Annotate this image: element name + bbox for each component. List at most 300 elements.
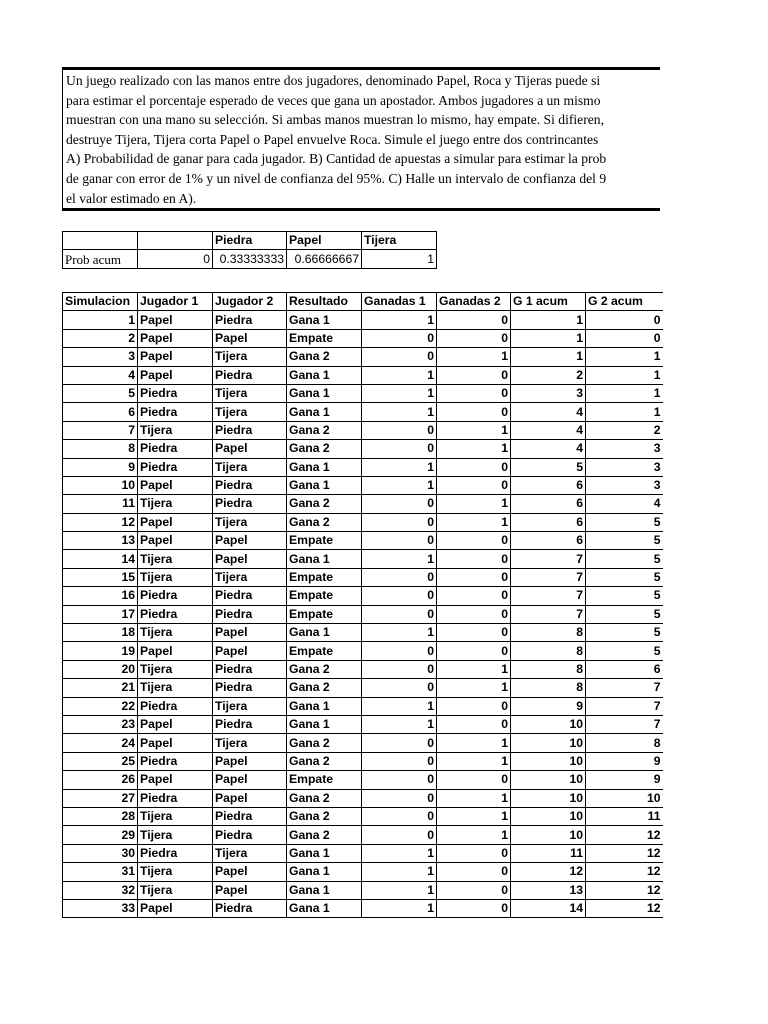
cell-g2-acum[interactable]: 12 [586,826,663,844]
cell-jugador-2[interactable]: Tijera [213,403,287,421]
cell-simulacion[interactable]: 7 [63,421,138,439]
cell-ganadas-1[interactable]: 1 [362,366,437,384]
cell-ganadas-2[interactable]: 0 [437,881,511,899]
cell-g1-acum[interactable]: 10 [511,734,586,752]
header-g1-acum[interactable]: G 1 acum [511,293,586,311]
cell-g1-acum[interactable]: 6 [511,532,586,550]
cell-g1-acum[interactable]: 8 [511,624,586,642]
cell-ganadas-2[interactable]: 0 [437,587,511,605]
cell-resultado[interactable]: Gana 2 [287,513,362,531]
header-jugador-1[interactable]: Jugador 1 [138,293,213,311]
cell-ganadas-1[interactable]: 0 [362,587,437,605]
cell-g1-acum[interactable]: 10 [511,715,586,733]
cell-ganadas-1[interactable]: 1 [362,715,437,733]
cell-ganadas-1[interactable]: 0 [362,605,437,623]
cell-g1-acum[interactable]: 1 [511,348,586,366]
cell-resultado[interactable]: Gana 1 [287,311,362,329]
cell-jugador-1[interactable]: Tijera [138,660,213,678]
cell-ganadas-1[interactable]: 0 [362,642,437,660]
cell-resultado[interactable]: Gana 1 [287,476,362,494]
cell-jugador-2[interactable]: Piedra [213,587,287,605]
cell-simulacion[interactable]: 1 [63,311,138,329]
cell-jugador-2[interactable]: Piedra [213,715,287,733]
cell-jugador-2[interactable]: Papel [213,642,287,660]
cell-ganadas-2[interactable]: 0 [437,550,511,568]
cell-ganadas-1[interactable]: 1 [362,458,437,476]
cell-resultado[interactable]: Gana 2 [287,348,362,366]
cell-simulacion[interactable]: 14 [63,550,138,568]
cell-ganadas-2[interactable]: 0 [437,532,511,550]
cell-simulacion[interactable]: 17 [63,605,138,623]
cell-g2-acum[interactable]: 5 [586,642,663,660]
cell-resultado[interactable]: Gana 1 [287,550,362,568]
table-row [63,440,663,458]
cell-ganadas-2[interactable]: 0 [437,403,511,421]
cell-g1-acum[interactable]: 10 [511,807,586,825]
cell-ganadas-1[interactable]: 0 [362,771,437,789]
cell-g2-acum[interactable]: 5 [586,532,663,550]
cell-resultado[interactable]: Empate [287,532,362,550]
cell-ganadas-1[interactable]: 1 [362,550,437,568]
cell-g2-acum[interactable]: 5 [586,513,663,531]
prob-value-cell[interactable]: 0.33333333 [213,250,287,268]
cell-simulacion[interactable]: 15 [63,568,138,586]
cell-g2-acum[interactable]: 9 [586,771,663,789]
cell-g1-acum[interactable]: 6 [511,495,586,513]
cell-jugador-1[interactable]: Papel [138,734,213,752]
cell-ganadas-1[interactable]: 0 [362,513,437,531]
cell-g2-acum[interactable]: 7 [586,697,663,715]
cell-jugador-1[interactable]: Tijera [138,495,213,513]
cell-simulacion[interactable]: 19 [63,642,138,660]
cell-jugador-1[interactable]: Piedra [138,440,213,458]
cell-jugador-1[interactable]: Piedra [138,458,213,476]
cell-g2-acum[interactable]: 12 [586,844,663,862]
cell-ganadas-2[interactable]: 0 [437,329,511,347]
cell-ganadas-2[interactable]: 0 [437,624,511,642]
cell-jugador-2[interactable]: Papel [213,532,287,550]
table-row [63,568,663,586]
cell-simulacion[interactable]: 3 [63,348,138,366]
cell-jugador-2[interactable]: Tijera [213,513,287,531]
problem-statement-box[interactable] [62,67,660,211]
cell-ganadas-1[interactable]: 1 [362,311,437,329]
cell-jugador-1[interactable]: Papel [138,513,213,531]
cell-g2-acum[interactable]: 5 [586,605,663,623]
cell-g1-acum[interactable]: 13 [511,881,586,899]
sim-header-row [63,293,663,311]
cell-g2-acum[interactable]: 11 [586,807,663,825]
cell-ganadas-2[interactable]: 0 [437,697,511,715]
cell-ganadas-2[interactable]: 0 [437,771,511,789]
cell-ganadas-1[interactable]: 0 [362,532,437,550]
cell-ganadas-1[interactable]: 1 [362,403,437,421]
cell-ganadas-2[interactable]: 1 [437,826,511,844]
cell-simulacion[interactable]: 27 [63,789,138,807]
cell-jugador-1[interactable]: Piedra [138,697,213,715]
table-row [63,715,663,733]
table-row [63,550,663,568]
cell-g1-acum[interactable]: 1 [511,329,586,347]
cell-ganadas-1[interactable]: 1 [362,863,437,881]
cell-jugador-1[interactable]: Papel [138,771,213,789]
cell-g2-acum[interactable]: 3 [586,458,663,476]
cell-simulacion[interactable]: 32 [63,881,138,899]
cell-g1-acum[interactable]: 8 [511,642,586,660]
cell-simulacion[interactable]: 26 [63,771,138,789]
cell-jugador-2[interactable]: Piedra [213,311,287,329]
cell-ganadas-2[interactable]: 0 [437,476,511,494]
cell-jugador-1[interactable]: Piedra [138,605,213,623]
cell-jugador-2[interactable]: Piedra [213,366,287,384]
cell-jugador-2[interactable]: Tijera [213,348,287,366]
cell-jugador-2[interactable]: Piedra [213,679,287,697]
cell-simulacion[interactable]: 4 [63,366,138,384]
cell-g1-acum[interactable]: 7 [511,550,586,568]
cell-g1-acum[interactable]: 10 [511,771,586,789]
table-row [63,458,663,476]
prob-value-cell[interactable]: 0 [138,250,213,268]
table-row [63,899,663,917]
cell-ganadas-1[interactable]: 0 [362,348,437,366]
prob-header-cell[interactable] [63,232,138,250]
cell-g2-acum[interactable]: 3 [586,476,663,494]
cell-g1-acum[interactable]: 4 [511,421,586,439]
cell-ganadas-1[interactable]: 0 [362,568,437,586]
cell-resultado[interactable]: Empate [287,771,362,789]
cell-resultado[interactable]: Gana 1 [287,715,362,733]
table-row [63,863,663,881]
header-simulacion[interactable]: Simulacion [63,293,138,311]
table-row [63,476,663,494]
cell-simulacion[interactable]: 28 [63,807,138,825]
cell-jugador-2[interactable]: Tijera [213,568,287,586]
cell-ganadas-1[interactable]: 0 [362,660,437,678]
cell-resultado[interactable]: Gana 1 [287,624,362,642]
cell-jugador-2[interactable]: Tijera [213,458,287,476]
cell-ganadas-2[interactable]: 1 [437,752,511,770]
cell-resultado[interactable]: Gana 2 [287,679,362,697]
cell-ganadas-1[interactable]: 0 [362,495,437,513]
cell-ganadas-2[interactable]: 1 [437,421,511,439]
cell-ganadas-2[interactable]: 1 [437,789,511,807]
cell-jugador-1[interactable]: Piedra [138,752,213,770]
header-resultado[interactable]: Resultado [287,293,362,311]
cell-jugador-1[interactable]: Tijera [138,863,213,881]
table-row [63,881,663,899]
cell-jugador-2[interactable]: Piedra [213,495,287,513]
cell-g1-acum[interactable]: 11 [511,844,586,862]
cell-jugador-2[interactable]: Piedra [213,476,287,494]
cell-simulacion[interactable]: 25 [63,752,138,770]
cell-g2-acum[interactable]: 5 [586,624,663,642]
cell-jugador-1[interactable]: Tijera [138,679,213,697]
cell-g2-acum[interactable]: 7 [586,715,663,733]
cell-g1-acum[interactable]: 12 [511,863,586,881]
cell-resultado[interactable]: Empate [287,605,362,623]
cell-resultado[interactable]: Gana 2 [287,826,362,844]
cell-g2-acum[interactable]: 10 [586,789,663,807]
cell-g2-acum[interactable]: 1 [586,403,663,421]
cell-g1-acum[interactable]: 7 [511,605,586,623]
problem-statement-line: A) Probabilidad de ganar para cada jugador. B) Cantidad de apuestas a simular para estimar la prob [66,151,607,167]
cell-g1-acum[interactable]: 1 [511,311,586,329]
cell-ganadas-1[interactable]: 1 [362,844,437,862]
cell-jugador-2[interactable]: Papel [213,863,287,881]
cell-g2-acum[interactable]: 0 [586,329,663,347]
prob-header-cell[interactable] [138,232,213,250]
cell-ganadas-2[interactable]: 1 [437,495,511,513]
cell-simulacion[interactable]: 20 [63,660,138,678]
cell-g2-acum[interactable]: 2 [586,421,663,439]
cell-simulacion[interactable]: 18 [63,624,138,642]
cell-simulacion[interactable]: 29 [63,826,138,844]
cell-jugador-1[interactable]: Papel [138,476,213,494]
cell-resultado[interactable]: Gana 1 [287,863,362,881]
cell-ganadas-1[interactable]: 1 [362,899,437,917]
prob-row-label[interactable]: Prob acum [63,250,138,268]
cell-g1-acum[interactable]: 7 [511,568,586,586]
cell-g2-acum[interactable]: 12 [586,881,663,899]
cell-g1-acum[interactable]: 8 [511,660,586,678]
header-ganadas-1[interactable]: Ganadas 1 [362,293,437,311]
cell-jugador-2[interactable]: Piedra [213,826,287,844]
cell-ganadas-1[interactable]: 0 [362,826,437,844]
cell-jugador-2[interactable]: Papel [213,624,287,642]
cell-jugador-1[interactable]: Papel [138,348,213,366]
cell-simulacion[interactable]: 5 [63,384,138,402]
cell-g2-acum[interactable]: 1 [586,348,663,366]
prob-value-cell[interactable]: 1 [362,250,437,268]
cell-jugador-1[interactable]: Papel [138,899,213,917]
cell-resultado[interactable]: Gana 2 [287,789,362,807]
cell-ganadas-1[interactable]: 1 [362,697,437,715]
prob-header-piedra[interactable]: Piedra [213,232,287,250]
cell-ganadas-2[interactable]: 1 [437,440,511,458]
cell-simulacion[interactable]: 33 [63,899,138,917]
cell-jugador-1[interactable]: Papel [138,715,213,733]
cell-g2-acum[interactable]: 9 [586,752,663,770]
cell-ganadas-2[interactable]: 0 [437,899,511,917]
cell-simulacion[interactable]: 11 [63,495,138,513]
cell-ganadas-1[interactable]: 0 [362,679,437,697]
cell-jugador-2[interactable]: Piedra [213,660,287,678]
cell-jugador-2[interactable]: Piedra [213,807,287,825]
cell-ganadas-1[interactable]: 1 [362,881,437,899]
cell-simulacion[interactable]: 21 [63,679,138,697]
cell-resultado[interactable]: Gana 2 [287,752,362,770]
cell-jugador-1[interactable]: Papel [138,311,213,329]
cell-jugador-2[interactable]: Papel [213,329,287,347]
cell-ganadas-1[interactable]: 0 [362,329,437,347]
cell-jugador-1[interactable]: Papel [138,532,213,550]
cell-jugador-1[interactable]: Papel [138,642,213,660]
cell-ganadas-2[interactable]: 0 [437,458,511,476]
cell-ganadas-1[interactable]: 1 [362,476,437,494]
cell-g2-acum[interactable]: 0 [586,311,663,329]
cell-jugador-2[interactable]: Papel [213,789,287,807]
cell-simulacion[interactable]: 2 [63,329,138,347]
cell-g1-acum[interactable]: 6 [511,513,586,531]
cell-jugador-1[interactable]: Papel [138,329,213,347]
cell-g1-acum[interactable]: 7 [511,587,586,605]
cell-simulacion[interactable]: 24 [63,734,138,752]
cell-jugador-2[interactable]: Tijera [213,384,287,402]
cell-ganadas-1[interactable]: 0 [362,752,437,770]
cell-resultado[interactable]: Gana 2 [287,807,362,825]
cell-jugador-1[interactable]: Tijera [138,550,213,568]
cell-jugador-2[interactable]: Papel [213,440,287,458]
table-row [63,605,663,623]
cell-jugador-2[interactable]: Papel [213,752,287,770]
cell-g1-acum[interactable]: 6 [511,476,586,494]
header-ganadas-2[interactable]: Ganadas 2 [437,293,511,311]
cell-ganadas-1[interactable]: 0 [362,789,437,807]
cell-resultado[interactable]: Gana 1 [287,881,362,899]
cell-jugador-1[interactable]: Tijera [138,807,213,825]
cell-resultado[interactable]: Empate [287,568,362,586]
header-jugador-2[interactable]: Jugador 2 [213,293,287,311]
cell-resultado[interactable]: Gana 2 [287,495,362,513]
cell-g1-acum[interactable]: 10 [511,789,586,807]
cell-ganadas-2[interactable]: 1 [437,348,511,366]
cell-simulacion[interactable]: 30 [63,844,138,862]
cell-ganadas-2[interactable]: 0 [437,844,511,862]
cell-jugador-2[interactable]: Papel [213,771,287,789]
cell-ganadas-2[interactable]: 0 [437,384,511,402]
cell-g2-acum[interactable]: 1 [586,366,663,384]
cell-g1-acum[interactable]: 5 [511,458,586,476]
cell-g1-acum[interactable]: 8 [511,679,586,697]
cell-jugador-1[interactable]: Tijera [138,881,213,899]
cell-ganadas-2[interactable]: 0 [437,366,511,384]
cell-simulacion[interactable]: 31 [63,863,138,881]
prob-header-tijera[interactable]: Tijera [362,232,437,250]
cell-jugador-2[interactable]: Tijera [213,844,287,862]
cell-simulacion[interactable]: 12 [63,513,138,531]
cell-g2-acum[interactable]: 12 [586,899,663,917]
cell-jugador-2[interactable]: Piedra [213,899,287,917]
cell-jugador-2[interactable]: Tijera [213,697,287,715]
cell-ganadas-1[interactable]: 0 [362,807,437,825]
cell-jugador-1[interactable]: Tijera [138,568,213,586]
cell-g1-acum[interactable]: 4 [511,403,586,421]
cell-jugador-2[interactable]: Piedra [213,605,287,623]
cell-jugador-1[interactable]: Tijera [138,826,213,844]
cell-simulacion[interactable]: 6 [63,403,138,421]
cell-simulacion[interactable]: 10 [63,476,138,494]
cell-g1-acum[interactable]: 10 [511,826,586,844]
cell-resultado[interactable]: Empate [287,642,362,660]
table-row [63,384,663,402]
cell-jugador-1[interactable]: Piedra [138,587,213,605]
cell-resultado[interactable]: Gana 2 [287,734,362,752]
cell-resultado[interactable]: Gana 1 [287,384,362,402]
cell-ganadas-2[interactable]: 1 [437,679,511,697]
cell-g1-acum[interactable]: 2 [511,366,586,384]
cell-simulacion[interactable]: 13 [63,532,138,550]
cell-g2-acum[interactable]: 3 [586,440,663,458]
cell-jugador-1[interactable]: Papel [138,366,213,384]
cell-ganadas-2[interactable]: 0 [437,642,511,660]
cell-resultado[interactable]: Gana 2 [287,440,362,458]
cell-ganadas-2[interactable]: 0 [437,605,511,623]
cell-ganadas-1[interactable]: 1 [362,624,437,642]
cell-g1-acum[interactable]: 3 [511,384,586,402]
cell-ganadas-1[interactable]: 0 [362,734,437,752]
table-row [63,826,663,844]
cell-jugador-1[interactable]: Piedra [138,789,213,807]
cell-resultado[interactable]: Gana 1 [287,366,362,384]
cell-g2-acum[interactable]: 6 [586,660,663,678]
table-row [63,807,663,825]
cell-ganadas-2[interactable]: 0 [437,715,511,733]
cell-jugador-1[interactable]: Piedra [138,403,213,421]
cell-g1-acum[interactable]: 9 [511,697,586,715]
cell-simulacion[interactable]: 9 [63,458,138,476]
prob-values-row [63,250,437,268]
cell-g2-acum[interactable]: 5 [586,587,663,605]
cell-ganadas-2[interactable]: 1 [437,734,511,752]
cell-ganadas-1[interactable]: 0 [362,421,437,439]
cell-jugador-2[interactable]: Tijera [213,734,287,752]
cell-g1-acum[interactable]: 4 [511,440,586,458]
cell-resultado[interactable]: Gana 1 [287,899,362,917]
cell-ganadas-2[interactable]: 1 [437,513,511,531]
cell-jugador-2[interactable]: Papel [213,881,287,899]
cell-g2-acum[interactable]: 4 [586,495,663,513]
cell-simulacion[interactable]: 23 [63,715,138,733]
cell-simulacion[interactable]: 22 [63,697,138,715]
cell-ganadas-2[interactable]: 0 [437,863,511,881]
cell-ganadas-2[interactable]: 0 [437,311,511,329]
cell-g2-acum[interactable]: 5 [586,568,663,586]
prob-header-papel[interactable]: Papel [287,232,362,250]
cell-jugador-1[interactable]: Piedra [138,384,213,402]
cell-jugador-1[interactable]: Tijera [138,421,213,439]
table-row [63,771,663,789]
cell-resultado[interactable]: Gana 1 [287,403,362,421]
cell-g2-acum[interactable]: 7 [586,679,663,697]
cell-g1-acum[interactable]: 10 [511,752,586,770]
cell-g2-acum[interactable]: 1 [586,384,663,402]
cell-jugador-1[interactable]: Tijera [138,624,213,642]
cell-resultado[interactable]: Empate [287,587,362,605]
cell-jugador-2[interactable]: Piedra [213,421,287,439]
cell-resultado[interactable]: Gana 1 [287,458,362,476]
header-g2-acum[interactable]: G 2 acum [586,293,663,311]
cell-resultado[interactable]: Empate [287,329,362,347]
cell-simulacion[interactable]: 8 [63,440,138,458]
cell-resultado[interactable]: Gana 1 [287,697,362,715]
cell-resultado[interactable]: Gana 2 [287,660,362,678]
cell-ganadas-1[interactable]: 0 [362,440,437,458]
cell-resultado[interactable]: Gana 1 [287,844,362,862]
cell-g1-acum[interactable]: 14 [511,899,586,917]
cell-g2-acum[interactable]: 5 [586,550,663,568]
cell-g2-acum[interactable]: 12 [586,863,663,881]
cell-ganadas-1[interactable]: 1 [362,384,437,402]
cell-ganadas-2[interactable]: 1 [437,807,511,825]
cell-simulacion[interactable]: 16 [63,587,138,605]
cell-ganadas-2[interactable]: 1 [437,660,511,678]
prob-value-cell[interactable]: 0.66666667 [287,250,362,268]
cell-g2-acum[interactable]: 8 [586,734,663,752]
cell-resultado[interactable]: Gana 2 [287,421,362,439]
cell-jugador-2[interactable]: Papel [213,550,287,568]
cell-jugador-1[interactable]: Piedra [138,844,213,862]
cell-ganadas-2[interactable]: 0 [437,568,511,586]
